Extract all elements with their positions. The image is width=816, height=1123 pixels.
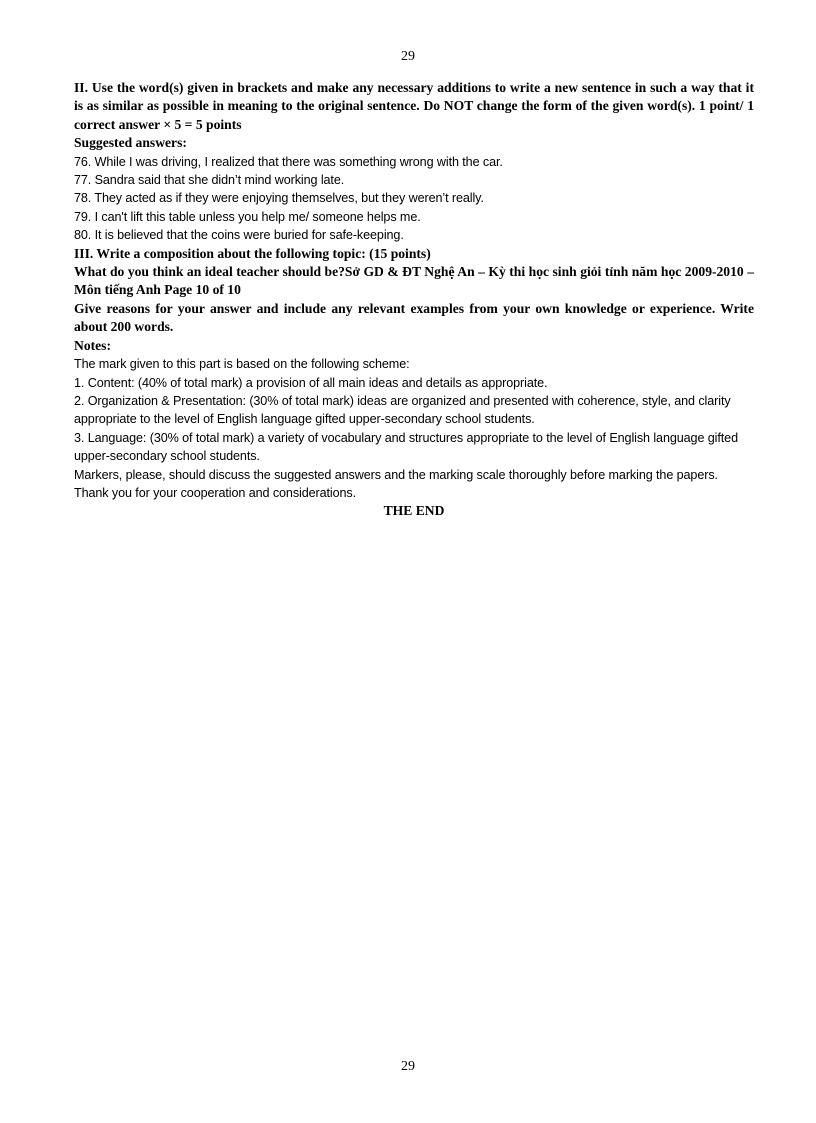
suggested-answers-label: Suggested answers: xyxy=(74,135,187,151)
page-number-top: 29 xyxy=(401,49,415,64)
answer-77: 77. Sandra said that she didn’t mind working late. xyxy=(74,173,345,188)
the-end: THE END xyxy=(383,503,445,519)
section-3-heading: III. Write a composition about the following topic: (15 points) xyxy=(74,245,431,261)
answer-76: 76. While I was driving, I realized that there was something wrong with the car. xyxy=(74,154,503,169)
document-body xyxy=(74,79,754,521)
note-language: 3. Language: (30% of total mark) a variety of vocabulary and structures appropriate to the level of English language gifted upper-secondary school students. xyxy=(74,430,738,464)
markers-note: Markers, please, should discuss the suggested answers and the marking scale thoroughly before marking the papers. xyxy=(74,467,718,482)
answer-79: 79. I can't lift this table unless you help me/ someone helps me. xyxy=(74,209,421,224)
composition-instruction: Give reasons for your answer and include any relevant examples from your own knowledge or experience. Write about 200 words. xyxy=(74,300,754,335)
note-content: 1. Content: (40% of total mark) a provision of all main ideas and details as appropriate. xyxy=(74,375,548,390)
notes-label: Notes: xyxy=(74,337,111,353)
note-organization: 2. Organization & Presentation: (30% of total mark) ideas are organized and presented with coherence, style, and clarity appropriate to the level of English language gifted upper-secondary school students. xyxy=(74,393,731,427)
answer-80: 80. It is believed that the coins were buried for safe-keeping. xyxy=(74,228,404,243)
page-number-bottom: 29 xyxy=(401,1059,415,1074)
composition-question: What do you think an ideal teacher should be?Sở GD & ĐT Nghệ An – Kỳ thi học sinh giỏi tỉnh năm học 2009-2010 – Môn tiếng Anh Page 10 of 10 xyxy=(74,264,754,298)
answer-78: 78. They acted as if they were enjoying themselves, but they weren’t really. xyxy=(74,191,484,206)
thanks-line: Thank you for your cooperation and considerations. xyxy=(74,485,357,500)
section-2-heading: II. Use the word(s) given in brackets and make any necessary additions to write a new sentence in such a way that it is as similar as possible in meaning to the original sentence. Do NOT change the form of the given word(s). 1 point/ 1 correct answer × 5 = 5 points xyxy=(74,80,754,132)
notes-intro: The mark given to this part is based on the following scheme: xyxy=(74,357,410,372)
